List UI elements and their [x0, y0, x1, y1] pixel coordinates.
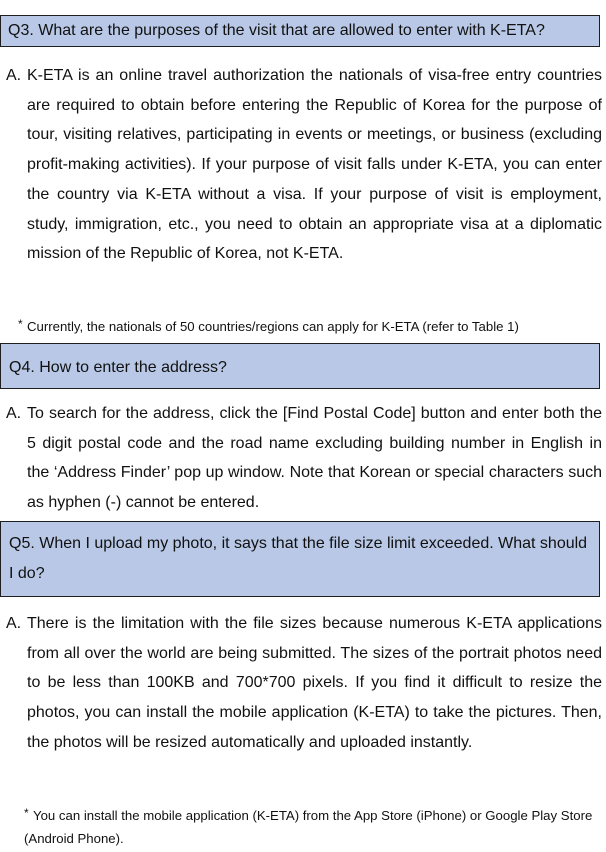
answer-q4: [6, 399, 602, 518]
answer-text: To search for the address, click the [Find Postal Code] button and enter both the 5 digit postal code and the road name excluding building number in English in the ‘Address Finder’ pop up window. Note that Korean or special characters such as hyphen (-) cannot be entered.: [27, 405, 602, 512]
question-q3: Q3. What are the purposes of the visit that are allowed to enter with K-ETA?: [0, 15, 600, 47]
note-marker: *: [18, 317, 23, 331]
answer-q3: [6, 61, 602, 269]
question-q4: Q4. How to enter the address?: [0, 343, 600, 389]
note-marker: *: [24, 806, 29, 820]
note-text: Currently, the nationals of 50 countries/regions can apply for K-ETA (refer to Table 1): [27, 319, 519, 334]
note-text: You can install the mobile application (K-ETA) from the App Store (iPhone) or Google Play Store (Android Phone).: [24, 808, 593, 846]
note-q5: [24, 804, 602, 850]
question-q5: Q5. When I upload my photo, it says that the file size limit exceeded. What should I do?: [0, 521, 600, 597]
answer-text: K-ETA is an online travel authorization the nationals of visa-free entry countries are required to obtain before entering the Republic of Korea for the purpose of tour, visiting relatives, participating in events or meetings, or business (excluding profit-making activities). If your purpose of visit falls under K-ETA, you can enter the country via K-ETA without a visa. If your purpose of visit is employment, study, immigration, etc., you need to obtain an appropriate visa at a diplomatic mission of the Republic of Korea, not K-ETA.: [27, 67, 602, 263]
answer-q5: [6, 609, 602, 758]
answer-prefix: A.: [6, 405, 22, 422]
answer-text: There is the limitation with the file sizes because numerous K-ETA applications from all over the world are being submitted. The sizes of the portrait photos need to be less than 100KB and 700*700 pixels. If you find it difficult to resize the photos, you can install the mobile application (K-ETA) to take the pictures. Then, the photos will be resized automatically and uploaded instantly.: [27, 615, 602, 751]
note-q3: [18, 315, 602, 338]
answer-prefix: A.: [6, 615, 22, 632]
answer-prefix: A.: [6, 67, 22, 84]
